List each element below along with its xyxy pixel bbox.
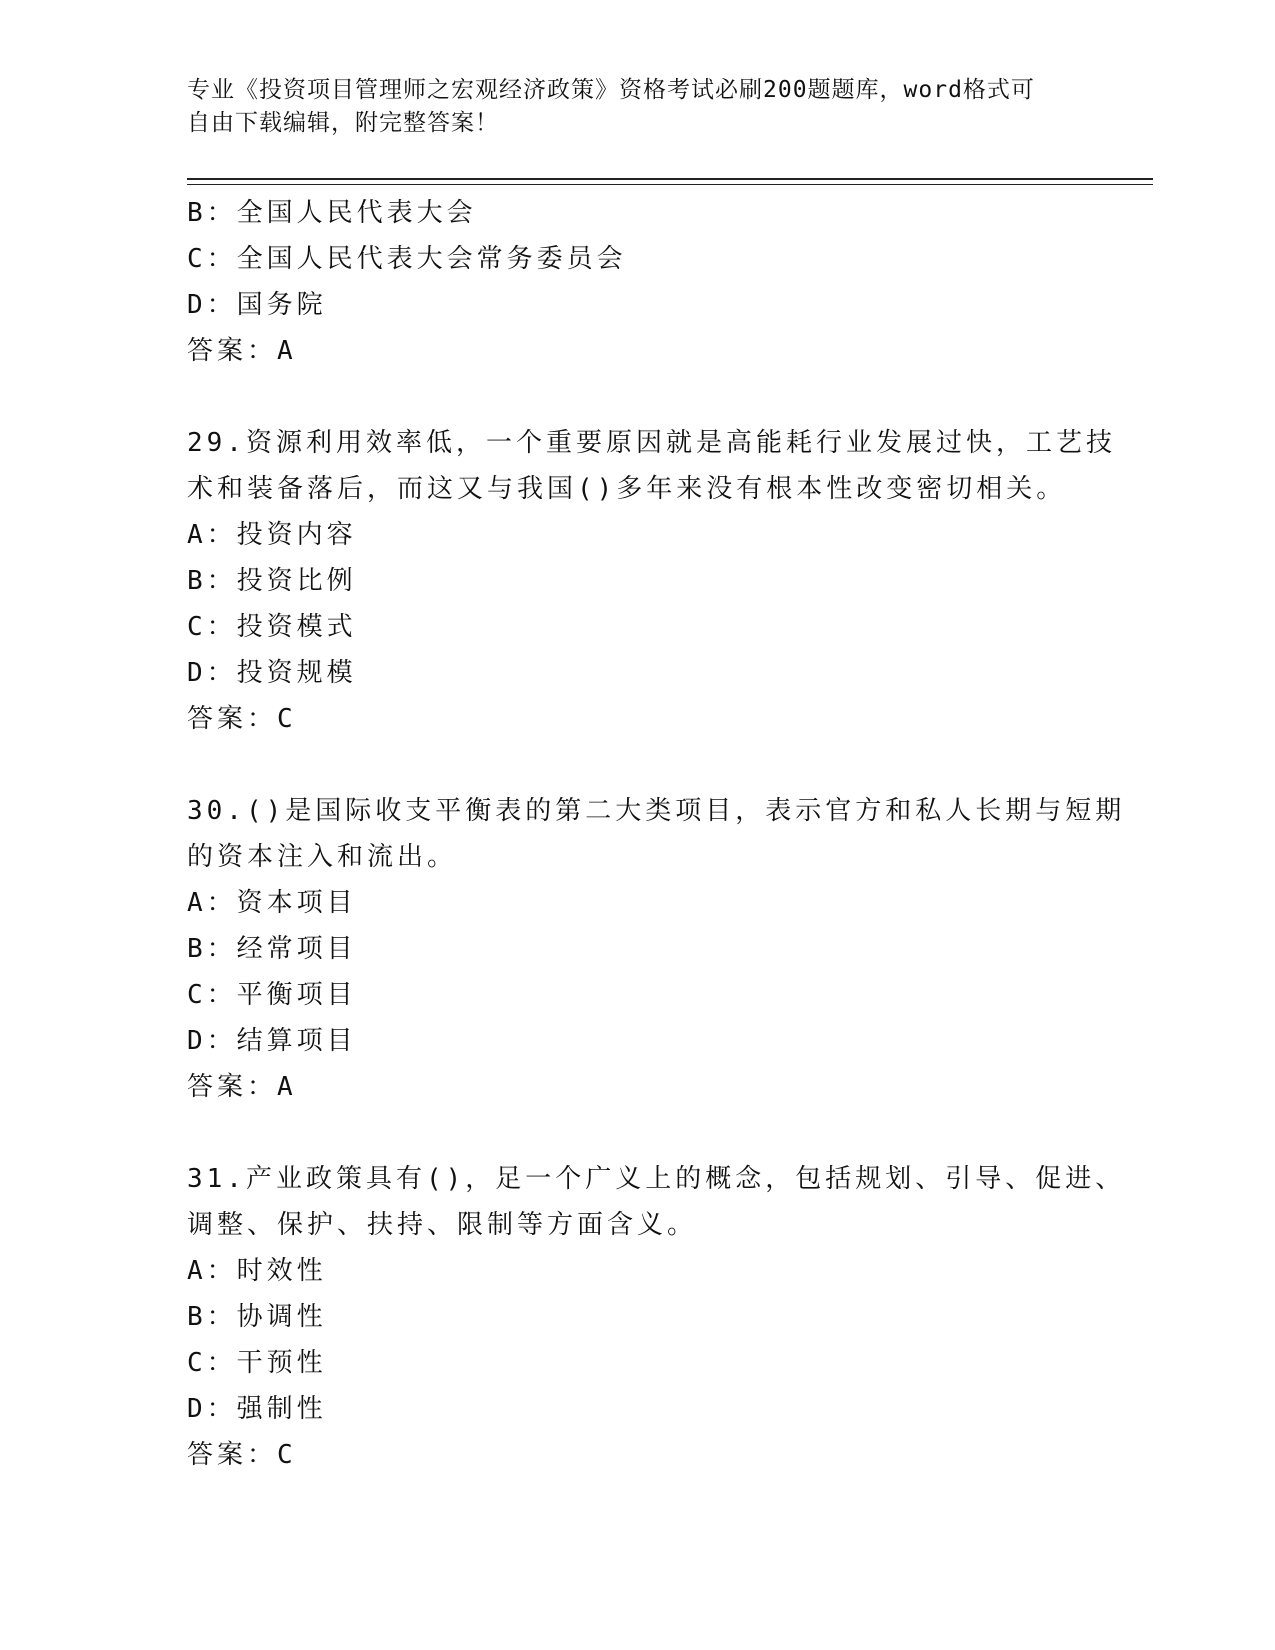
header-divider-thin	[187, 184, 1153, 185]
question-28-tail	[187, 190, 1087, 374]
spacer	[187, 1110, 1087, 1156]
option-c: C：平衡项目	[187, 980, 357, 1010]
header-line-1: 专业《投资项目管理师之宏观经济政策》资格考试必刷200题题库，word格式可	[187, 77, 1035, 103]
option-a: A：资本项目	[187, 888, 357, 918]
question-31	[187, 1156, 1126, 1478]
header-divider-thick	[187, 178, 1153, 180]
question-text-line: 31.产业政策具有()，足一个广义上的概念，包括规划、引导、促进、	[187, 1164, 1126, 1194]
answer: 答案：C	[187, 1440, 297, 1470]
spacer	[187, 742, 1087, 788]
option-c: C：投资模式	[187, 612, 357, 642]
question-text-line: 30.()是国际收支平衡表的第二大类项目，表示官方和私人长期与短期	[187, 796, 1126, 826]
question-text-line: 调整、保护、扶持、限制等方面含义。	[187, 1210, 698, 1240]
question-list	[187, 190, 1126, 1478]
answer: 答案：A	[187, 336, 297, 366]
question-29	[187, 420, 1116, 742]
option-b: B：投资比例	[187, 566, 357, 596]
spacer	[187, 374, 1087, 420]
option-d: D：投资规模	[187, 658, 357, 688]
option-d: D：国务院	[187, 290, 327, 320]
option-d: D：结算项目	[187, 1026, 357, 1056]
option-a: A：投资内容	[187, 520, 357, 550]
question-text-line: 的资本注入和流出。	[187, 842, 458, 872]
question-30	[187, 788, 1126, 1110]
question-text-line: 术和装备落后，而这又与我国()多年来没有根本性改变密切相关。	[187, 474, 1067, 504]
option-b: B：经常项目	[187, 934, 357, 964]
option-c: C：全国人民代表大会常务委员会	[187, 244, 627, 274]
header-line-2: 自由下载编辑，附完整答案！	[187, 110, 499, 136]
option-b: B：协调性	[187, 1302, 327, 1332]
answer: 答案：A	[187, 1072, 297, 1102]
option-a: A：时效性	[187, 1256, 327, 1286]
document-header	[187, 74, 1087, 140]
question-text-line: 29.资源利用效率低，一个重要原因就是高能耗行业发展过快，工艺技	[187, 428, 1116, 458]
option-d: D：强制性	[187, 1394, 327, 1424]
answer: 答案：C	[187, 704, 297, 734]
option-b: B：全国人民代表大会	[187, 198, 477, 228]
option-c: C：干预性	[187, 1348, 327, 1378]
